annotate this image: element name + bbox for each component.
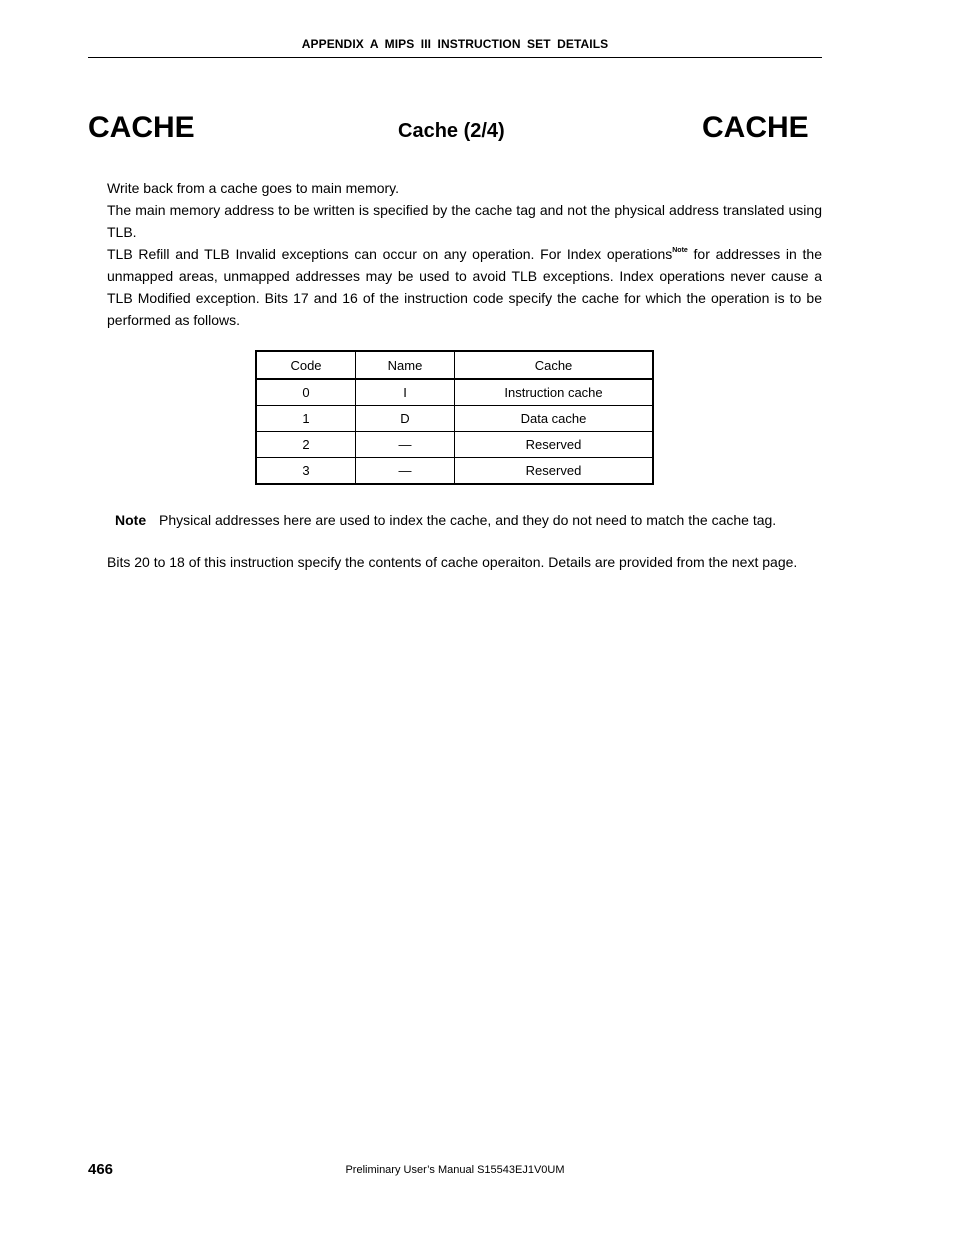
table-row — [256, 406, 653, 432]
paragraph-writeback: Write back from a cache goes to main memory. — [107, 180, 400, 196]
cell-code: 0 — [256, 379, 356, 406]
table-row — [256, 432, 653, 458]
note-label: Note — [115, 512, 147, 528]
note-text: Physical addresses here are used to index the cache, and they do not need to match the cache tag. — [159, 512, 777, 528]
cell-code: 2 — [256, 432, 356, 458]
cell-cache: Instruction cache — [455, 379, 654, 406]
page-number: 466 — [88, 1161, 114, 1178]
footer-manual-id: Preliminary User’s Manual S15543EJ1V0UM — [345, 1164, 565, 1176]
instruction-mnemonic-right: CACHE — [702, 111, 809, 144]
column-header-name: Name — [356, 351, 455, 379]
instruction-title: Cache (2/4) — [398, 120, 505, 142]
paragraph-bits-20-18: Bits 20 to 18 of this instruction specify the contents of cache operaiton. Details are provided from the next page. — [107, 554, 798, 570]
cell-name: D — [356, 406, 455, 432]
cell-cache: Reserved — [455, 458, 654, 485]
running-header: APPENDIX A MIPS III INSTRUCTION SET DETAILS — [301, 37, 609, 51]
table-row — [256, 379, 653, 406]
cell-name: — — [356, 432, 455, 458]
paragraph-memory-address: The main memory address to be written is specified by the cache tag and not the physical address translated using TLB. — [107, 202, 822, 240]
paragraph-exceptions-part2: for addresses in the unmapped areas, unmapped addresses may be used to avoid TLB exceptions. Index operations never cause a TLB Modified exception. Bits 17 and 16 of the instruction code specify the cache for which the operation is to be performed as follows. — [107, 246, 822, 328]
column-header-cache: Cache — [455, 351, 654, 379]
cell-name: — — [356, 458, 455, 485]
column-header-code: Code — [256, 351, 356, 379]
table-row — [256, 458, 653, 485]
cell-cache: Reserved — [455, 432, 654, 458]
note-reference: Note — [672, 247, 688, 254]
header-rule — [88, 57, 822, 58]
cell-code: 3 — [256, 458, 356, 485]
instruction-mnemonic-left: CACHE — [88, 111, 195, 144]
paragraph-exceptions — [107, 243, 822, 331]
paragraph-exceptions-part1: TLB Refill and TLB Invalid exceptions can occur on any operation. For Index operations — [107, 246, 673, 262]
cell-code: 1 — [256, 406, 356, 432]
cell-cache: Data cache — [455, 406, 654, 432]
cache-select-table — [255, 350, 654, 485]
note-block — [115, 509, 776, 531]
cell-name: I — [356, 379, 455, 406]
table-header-row — [256, 351, 653, 379]
description-body — [107, 177, 822, 331]
